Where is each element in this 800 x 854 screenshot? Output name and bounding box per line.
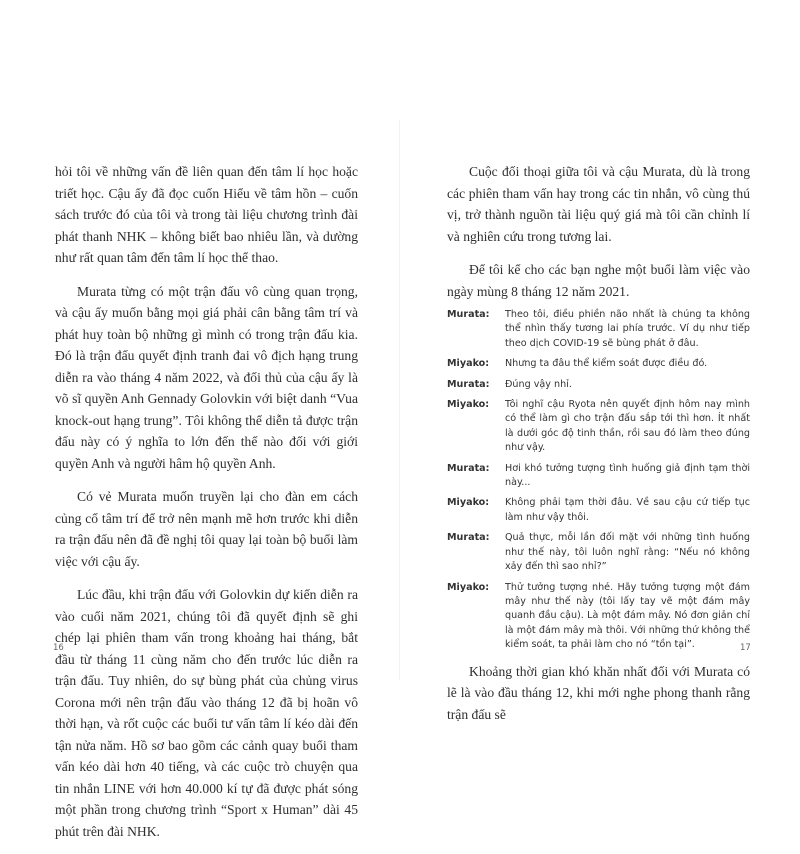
dialogue-speaker: Murata: <box>447 462 490 474</box>
dialogue-line <box>447 308 750 351</box>
right-paragraph-2: Để tôi kể cho các bạn nghe một buổi làm việc vào ngày mùng 8 tháng 12 năm 2021. <box>447 262 750 299</box>
dialogue-speaker: Miyako: <box>447 581 490 593</box>
dialogue-line <box>447 581 750 653</box>
right-page-body <box>447 161 750 737</box>
dialogue-speaker: Miyako: <box>447 497 490 509</box>
dialogue-line <box>447 398 750 456</box>
dialogue-text: Hơi khó tưởng tượng tình huống giả định tạm thời này... <box>505 462 750 489</box>
dialogue-text: Không phải tạm thời đâu. Về sau cậu cứ tiếp tục làm như vậy thôi. <box>505 497 750 523</box>
dialogue-speaker: Murata: <box>447 378 490 390</box>
left-paragraph-2: Murata từng có một trận đấu vô cùng quan trọng, và cậu ấy muốn bằng mọi giá phải cân bằng tâm trí và phát huy toàn bộ những gì mình có trong trận đấu kia. Đó là trận đấu quyết định tranh đai vô địch hạng trung diễn ra vào tháng 4 năm 2022, và đối thủ của cậu ấy là võ sĩ quyền Anh Gennady Golovkin với biệt danh “Vua knock-out hạng trung”. Tôi không thể diễn tả được trận đấu này có ý nghĩa to lớn đến thế nào đối với giới quyền Anh và người hâm hộ quyền Anh. <box>55 283 358 471</box>
dialogue-speaker: Murata: <box>447 532 490 544</box>
dialogue-text: Nhưng ta đâu thể kiểm soát được điều đó. <box>505 358 708 370</box>
dialogue-line <box>447 462 750 491</box>
page-number-right: 17 <box>740 643 751 653</box>
dialogue-line <box>447 531 750 574</box>
dialogue-text: Theo tôi, điều phiền não nhất là chúng ta không thể nhìn thấy tương lai phía trước. Ví dụ như tiếp theo dịch COVID-19 sẽ bùng phát ở đâu. <box>505 309 750 349</box>
left-page-body <box>55 161 358 854</box>
dialogue-line <box>447 496 750 525</box>
dialogue-speaker: Miyako: <box>447 358 490 370</box>
dialogue-text: Thử tưởng tượng nhé. Hãy tưởng tượng một đám mây như thế này (tôi lấy tay vẽ một đám mây quanh đầu cậu). Là một đám mây. Nó đơn giản chỉ là một đám mây mà thôi. Với những thứ không thể kiểm soát, ta phải làm cho nó “tồn tại”. <box>505 581 750 651</box>
dialogue-line <box>447 357 750 371</box>
dialogue-block <box>447 308 750 653</box>
dialogue-speaker: Miyako: <box>447 399 490 411</box>
dialogue-text: Tôi nghĩ cậu Ryota nên quyết định hôm nay mình có thể làm gì cho trận đấu sắp tới thì hơn. Ít nhất là dưới góc độ tinh thần, rồi sau đó làm theo đúng như vậy. <box>505 399 750 454</box>
right-closing-paragraph: Khoảng thời gian khó khăn nhất đối với Murata có lẽ là vào đầu tháng 12, khi mới nghe phong thanh rằng trận đấu sẽ <box>447 663 750 722</box>
left-paragraph-4: Lúc đầu, khi trận đấu với Golovkin dự kiến diễn ra vào cuối năm 2021, chúng tôi đã quyết định sẽ ghi chép lại phiên tham vấn trong khoảng hai tháng, bắt đầu từ tháng 11 cùng năm cho đến trước lúc diễn ra trận đấu. Tuy nhiên, do sự bùng phát của chủng virus Corona mới nên trận đấu vào tháng 12 đã bị hoãn vô thời hạn, và rốt cuộc các buổi tư vấn tâm lí kéo dài đến tận nửa năm. Hồ sơ bao gồm các cảnh quay buổi tham vấn kéo dài hơn 40 tiếng, và các cuộc trò chuyện qua tin nhắn LINE với hơn 40.000 kí tự đã được phát sóng một phần trong chương trình “Sport x Human” dài 45 phút trên đài NHK. <box>55 587 358 839</box>
page-number-left: 16 <box>53 643 64 653</box>
dialogue-line <box>447 378 750 392</box>
dialogue-text: Quả thực, mỗi lần đối mặt với những tình huống như thế này, tôi luôn nghĩ rằng: “Nếu nó không xảy đến thì sao nhỉ?” <box>505 532 750 573</box>
left-paragraph-3: Có vẻ Murata muốn truyền lại cho đàn em cách củng cố tâm trí để trở nên mạnh mẽ hơn trước khi diễn ra trận đấu nên đã đề nghị tôi quay lại toàn bộ buổi làm việc với cậu ấy. <box>55 489 358 569</box>
right-paragraph-1: Cuộc đối thoại giữa tôi và cậu Murata, dù là trong các phiên tham vấn hay trong các tin nhắn, vô cùng thú vị, trở thành nguồn tài liệu quý giá mà tôi cần chỉnh lí và nghiên cứu trong tương lai. <box>447 164 750 244</box>
left-page <box>0 0 400 839</box>
left-paragraph-1: hỏi tôi về những vấn đề liên quan đến tâm lí học hoặc triết học. Cậu ấy đã đọc cuốn Hiểu về tâm hồn – cuốn sách trước đó của tôi và trong tài liệu chương trình đài phát thanh NHK – không biết bao nhiêu lần, và dường như rất quan tâm đến tâm lí học thể thao. <box>55 164 358 265</box>
dialogue-speaker: Murata: <box>447 309 490 320</box>
dialogue-text: Đúng vậy nhỉ. <box>505 378 572 390</box>
